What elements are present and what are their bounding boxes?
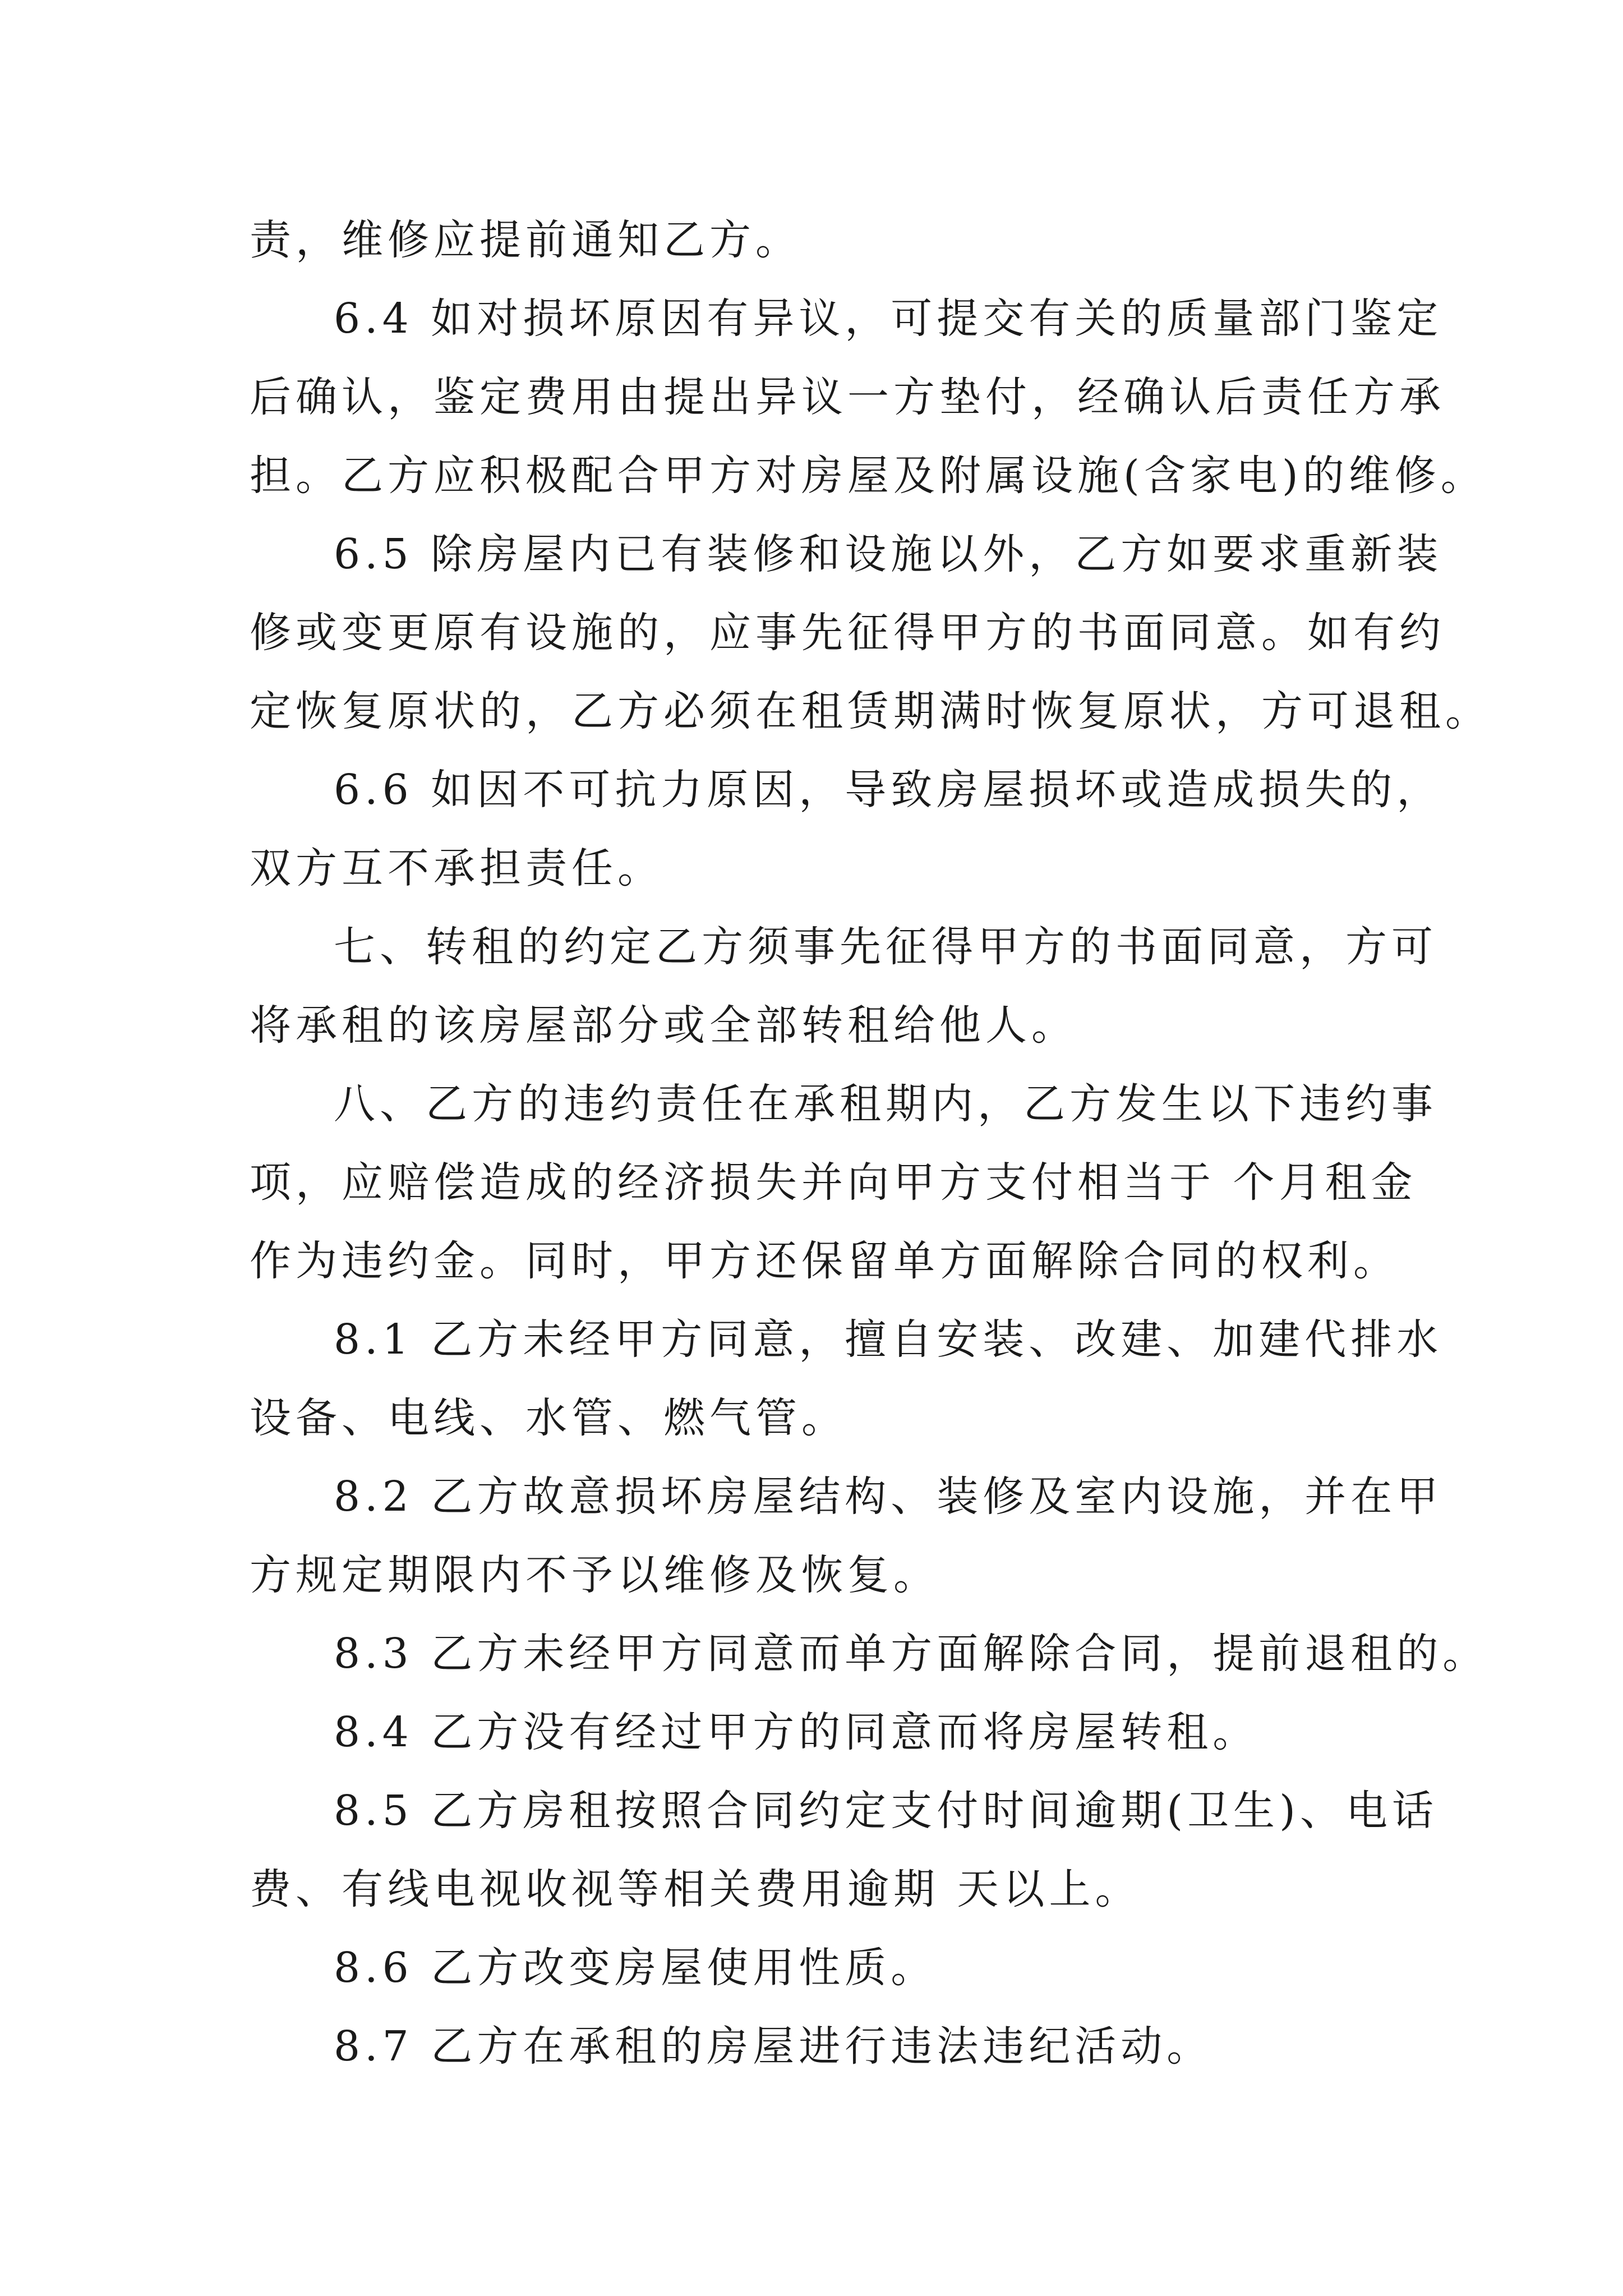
text-line: 费、有线电视收视等相关费用逾期 天以上。 [250, 1865, 1141, 1913]
text-line: 八、乙方的违约责任在承租期内，乙方发生以下违约事 [334, 1080, 1437, 1128]
text-line: 定恢复原状的，乙方必须在租赁期满时恢复原状，方可退租。 [250, 687, 1491, 735]
text-line: 七、转租的约定乙方须事先征得甲方的书面同意，方可 [334, 923, 1437, 971]
text-line: 6.6 如因不可抗力原因，导致房屋损坏或造成损失的， [334, 766, 1443, 814]
text-line: 8.4 乙方没有经过甲方的同意而将房屋转租。 [334, 1708, 1259, 1756]
text-line: 8.7 乙方在承租的房屋进行违法违纪活动。 [334, 2022, 1213, 2070]
text-line: 将承租的该房屋部分或全部转租给他人。 [250, 1001, 1077, 1050]
text-line: 双方互不承担责任。 [250, 844, 663, 892]
text-line: 修或变更原有设施的，应事先征得甲方的书面同意。如有约 [250, 609, 1445, 657]
text-line: 8.1 乙方未经甲方同意，擅自安装、改建、加建代排水 [334, 1315, 1443, 1364]
text-line: 责，维修应提前通知乙方。 [250, 216, 801, 264]
text-line: 项，应赔偿造成的经济损失并向甲方支付相当于 个月租金 [250, 1158, 1417, 1207]
text-line: 6.4 如对损坏原因有异议，可提交有关的质量部门鉴定 [334, 295, 1443, 343]
text-line: 8.2 乙方故意损坏房屋结构、装修及室内设施，并在甲 [334, 1473, 1443, 1521]
text-line: 担。乙方应积极配合甲方对房屋及附属设施(含家电)的维修。 [250, 452, 1487, 500]
text-line: 6.5 除房屋内已有装修和设施以外，乙方如要求重新装 [334, 530, 1443, 578]
text-line: 8.6 乙方改变房屋使用性质。 [334, 1944, 937, 1992]
text-line: 后确认，鉴定费用由提出异议一方垫付，经确认后责任方承 [250, 373, 1445, 421]
text-line: 8.5 乙方房租按照合同约定支付时间逾期(卫生)、电话 [334, 1787, 1438, 1835]
text-line: 作为违约金。同时，甲方还保留单方面解除合同的权利。 [250, 1237, 1399, 1285]
text-line: 方规定期限内不予以维修及恢复。 [250, 1551, 939, 1599]
text-line: 8.3 乙方未经甲方同意而单方面解除合同，提前退租的。 [334, 1630, 1489, 1678]
text-line: 设备、电线、水管、燃气管。 [250, 1394, 847, 1442]
